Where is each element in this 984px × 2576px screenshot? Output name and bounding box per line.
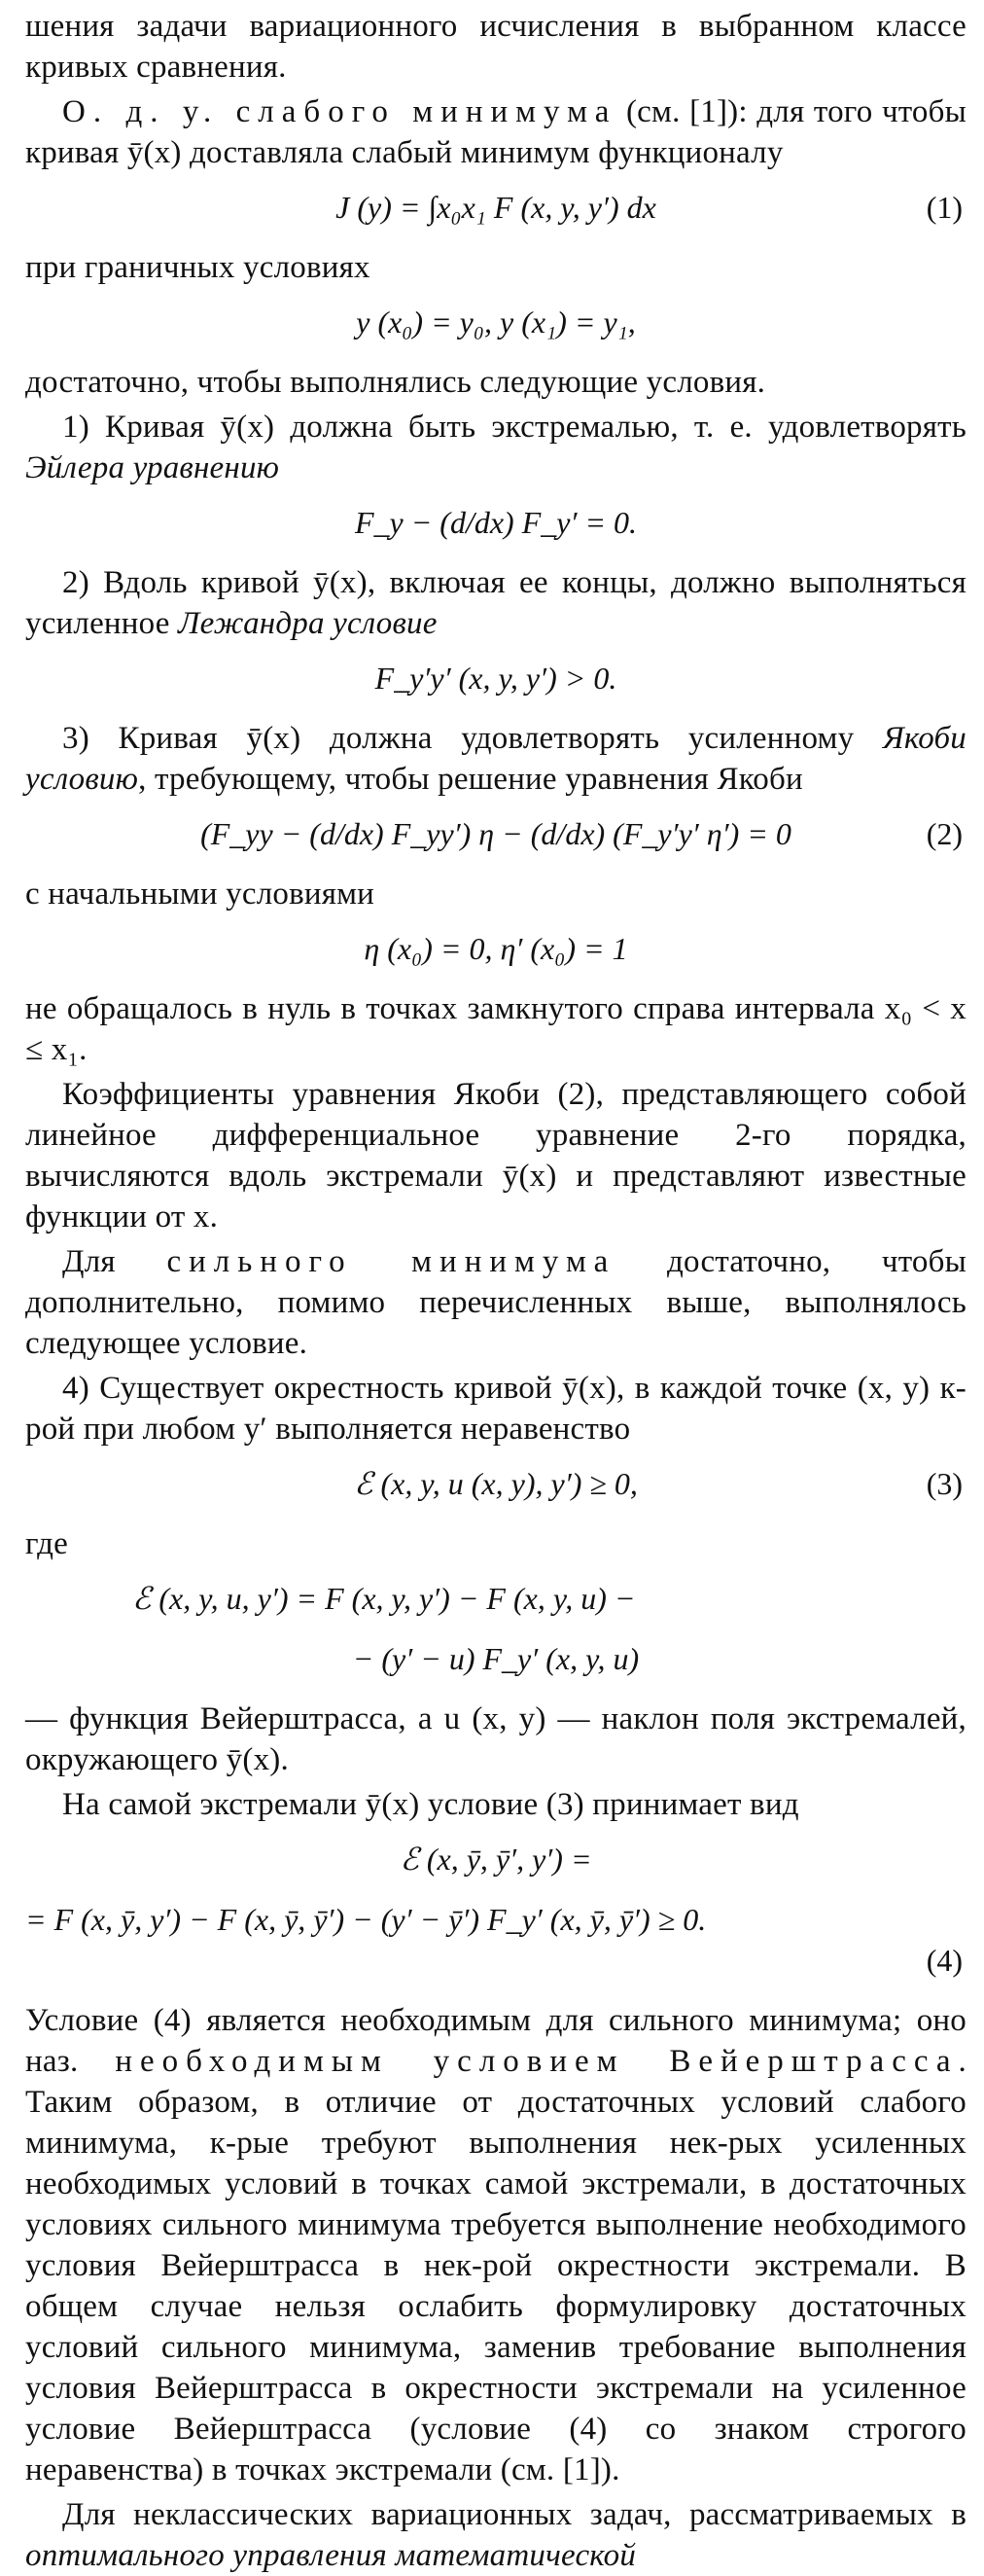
equation-3	[25, 1463, 966, 1504]
paragraph	[25, 91, 966, 173]
equation-number: (1)	[926, 190, 963, 225]
paragraph-text: при граничных условиях	[25, 250, 370, 285]
paragraph	[25, 1784, 966, 1825]
paragraph-text: 4) Существует окрестность кривой ȳ(x), в каждой точке (x, y) к-рой при любом y′ выполняется неравенство	[25, 1371, 966, 1447]
paragraph-text: Коэффициенты уравнения Якоби (2), представляющего собой линейное дифференциальное уравнение 2-го порядка, вычисляются вдоль экстремали ȳ(x) и представляют известные функции от x.	[25, 1077, 966, 1234]
paragraph-text: где	[25, 1526, 68, 1561]
equation-weierstrass-def-line2	[25, 1638, 966, 1679]
paragraph	[25, 1699, 966, 1780]
equation-text: F_y′y′ (x, y, y′) > 0.	[374, 661, 617, 696]
equation-text: ℰ (x, ȳ, ȳ′, y′) =	[400, 1842, 592, 1877]
equation-4-line1	[25, 1839, 966, 1879]
paragraph-text: не обращалось в нуль в точках замкнутого справа интервала x₀ < x ≤ x₁.	[25, 991, 966, 1067]
equation-text: J (y) = ∫x₀x₁ F (x, y, y′) dx	[335, 190, 656, 225]
equation-2	[25, 813, 966, 854]
paragraph-text: , требующему, чтобы решение уравнения Якоби	[138, 762, 803, 797]
paragraph-text: достаточно, чтобы дополнительно, помимо перечисленных выше, выполнялось следующее условие.	[25, 1244, 966, 1361]
paragraph-text: (см. [1]): для того чтобы кривая ȳ(x) доставляла слабый минимум функционалу	[25, 94, 966, 170]
paragraph-text: Условие (4) является необходимым для сильного минимума; оно наз.	[25, 2003, 966, 2079]
paragraph	[25, 6, 966, 88]
term-italic: Лежандра условие	[178, 606, 438, 641]
paragraph	[25, 562, 966, 644]
paragraph-text: 2) Вдоль кривой ȳ(x), включая ее концы, должно выполняться усиленное	[25, 565, 966, 641]
term-spaced: О. д. у. слабого минимума	[62, 94, 617, 129]
paragraph	[25, 362, 966, 403]
equation-legendre	[25, 658, 966, 698]
paragraph-text: достаточно, чтобы выполнялись следующие условия.	[25, 365, 766, 400]
equation-4-line2	[25, 1899, 966, 1981]
paragraph	[25, 2000, 966, 2490]
paragraph	[25, 2494, 966, 2576]
equation-weierstrass-def-line1	[25, 1578, 966, 1619]
term-italic: Якоби условию	[25, 721, 966, 797]
equation-number: (3)	[926, 1466, 963, 1501]
paragraph	[25, 407, 966, 488]
paragraph	[25, 988, 966, 1070]
equation-text: y (x₀) = y₀, y (x₁) = y₁,	[356, 304, 636, 340]
paragraph	[25, 718, 966, 800]
equation-text: = F (x, ȳ, y′) − F (x, ȳ, ȳ′) − (y′ − ȳ′) F_y′ (x, ȳ, ȳ′) ≥ 0.	[25, 1902, 707, 1937]
paragraph-text: Для неклассических вариационных задач, рассматриваемых в	[62, 2497, 966, 2532]
paragraph	[25, 1368, 966, 1449]
equation-euler	[25, 502, 966, 543]
paragraph-text: . Таким образом, в отличие от достаточных условий слабого минимума, к-рые требуют выполнения нек-рых усиленных необходимых условий в точках самой экстремали, в достаточных условиях сильного минимума требуется выполнение необходимого условия Вейерштрасса в нек-рой окрестности экстремали. В общем случае нельзя ослабить формулировку достаточных условий сильного минимума, заменив требование выполнения условия Вейерштрасса в окрестности экстремали на усиленное условие Вейерштрасса (условие (4) со знаком строгого неравенства) в точках экстремали (см. [1]).	[25, 2044, 966, 2487]
equation-number: (2)	[926, 816, 963, 851]
paragraph	[25, 1074, 966, 1237]
paragraph-text: с начальными условиями	[25, 877, 375, 912]
term-italic: оптимального управления математической	[25, 2538, 637, 2573]
paragraph-text: — функция Вейерштрасса, а u (x, y) — наклон поля экстремалей, окружающего ȳ(x).	[25, 1701, 966, 1777]
paragraph-text: Для	[62, 1244, 167, 1279]
equation-text: ℰ (x, y, u (x, y), y′) ≥ 0,	[354, 1466, 638, 1501]
paragraph-text: шения задачи вариационного исчисления в выбранном классе кривых сравнения.	[25, 9, 966, 85]
paragraph-text: На самой экстремали ȳ(x) условие (3) принимает вид	[62, 1787, 799, 1822]
paragraph-text: 1) Кривая ȳ(x) должна быть экстремалью, т. е. удовлетворять	[62, 410, 966, 445]
paragraph	[25, 247, 966, 288]
equation-text: − (y′ − u) F_y′ (x, y, u)	[352, 1641, 640, 1676]
equation-number: (4)	[926, 1943, 963, 1978]
paragraph	[25, 1523, 966, 1564]
equation-1	[25, 187, 966, 228]
term-italic: Эйлера уравнению	[25, 450, 280, 485]
term-spaced: необходимым условием Вейерштрасса	[115, 2044, 959, 2079]
equation-text: (F_yy − (d/dx) F_yy′) η − (d/dx) (F_y′y′ η′) = 0	[200, 816, 791, 851]
paragraph	[25, 1241, 966, 1364]
equation-text: F_y − (d/dx) F_y′ = 0.	[354, 505, 638, 540]
equation-text: ℰ (x, y, u, y′) = F (x, y, y′) − F (x, y, u) −	[132, 1581, 636, 1616]
equation-text: η (x₀) = 0, η′ (x₀) = 1	[364, 931, 628, 966]
paragraph-text: 3) Кривая ȳ(x) должна удовлетворять усиленному	[62, 721, 883, 756]
term-spaced: сильного минимума	[166, 1244, 616, 1279]
equation-boundary	[25, 302, 966, 342]
paragraph	[25, 874, 966, 914]
equation-initial	[25, 928, 966, 969]
